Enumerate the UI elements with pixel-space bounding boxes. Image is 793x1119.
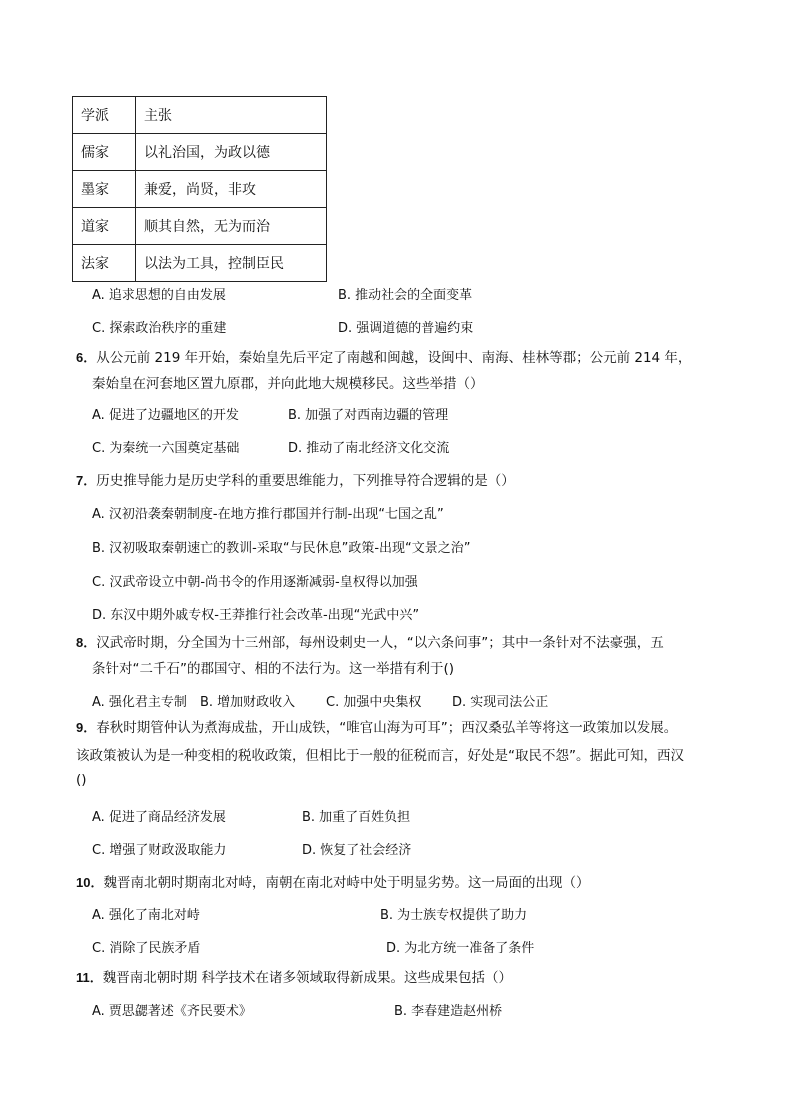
q6-number: 6． (76, 350, 97, 365)
table-cell: 墨家 (73, 171, 136, 208)
table-row (73, 171, 327, 208)
q8-option-a: A. 强化君主专制 (92, 695, 187, 710)
table-cell: 顺其自然，无为而治 (136, 208, 327, 245)
q5-option-c: C. 探索政治秩序的重建 (92, 321, 227, 336)
q6-stem-line2: 秦始皇在河套地区置九原郡，并向此地大规模移民。这些举措（） (92, 376, 484, 392)
q6-text: 从公元前 219 年开始，秦始皇先后平定了南越和闽越，设闽中、南海、桂林等郡；公元前 214 年， (96, 350, 692, 366)
q9-option-c: C. 增强了财政汲取能力 (92, 843, 227, 858)
table-row (73, 208, 327, 245)
table-cell: 儒家 (73, 134, 136, 171)
q6-option-b: B. 加强了对西南边疆的管理 (288, 408, 449, 423)
q7-text: 历史推导能力是历史学科的重要思维能力，下列推导符合逻辑的是（） (96, 473, 515, 489)
table-cell: 学派 (73, 97, 136, 134)
q9-option-a: A. 促进了商品经济发展 (92, 810, 226, 825)
q8-option-b: B. 增加财政收入 (200, 695, 296, 710)
q5-option-a: A. 追求思想的自由发展 (92, 288, 226, 303)
q10-option-c: C. 消除了民族矛盾 (92, 941, 201, 956)
q7-option-c: C. 汉武帝设立中朝-尚书令的作用逐渐减弱-皇权得以加强 (92, 575, 418, 590)
q7-number: 7． (76, 473, 97, 488)
q10-option-d: D. 为北方统一准备了条件 (386, 941, 535, 956)
q6-stem-line1 (76, 346, 691, 366)
q10-stem-line1 (76, 871, 589, 891)
table-cell: 以礼治国，为政以德 (136, 134, 327, 171)
q8-option-c: C. 加强中央集权 (326, 695, 422, 710)
table-cell: 主张 (136, 97, 327, 134)
q9-stem-line3: () (76, 772, 87, 788)
q7-option-b: B. 汉初吸取秦朝速亡的教训-采取“与民休息”政策-出现“文景之治” (92, 541, 471, 556)
q10-text: 魏晋南北朝时期南北对峙，南朝在南北对峙中处于明显劣势。这一局面的出现（） (103, 875, 590, 891)
q5-option-d: D. 强调道德的普遍约束 (338, 321, 474, 336)
q7-stem-line1 (76, 469, 515, 489)
q9-option-b: B. 加重了百姓负担 (302, 810, 411, 825)
q9-option-d: D. 恢复了社会经济 (302, 843, 412, 858)
table-row (73, 245, 327, 282)
q11-option-b: B. 李春建造赵州桥 (394, 1004, 503, 1019)
q7-option-a: A. 汉初沿袭秦朝制度-在地方推行郡国并行制-出现“七国之乱” (92, 507, 444, 522)
q8-stem-line1 (76, 631, 664, 651)
q9-stem-line1 (76, 716, 677, 736)
q9-text: 春秋时期管仲认为煮海成盐，开山成铁，“唯官山海为可耳”；西汉桑弘羊等将这一政策加以发展。 (96, 720, 678, 736)
q10-option-b: B. 为士族专权提供了助力 (380, 908, 528, 923)
q9-number: 9． (76, 720, 97, 735)
q8-number: 8． (76, 635, 97, 650)
q7-option-d: D. 东汉中期外戚专权-王莽推行社会改革-出现“光武中兴” (92, 608, 420, 623)
q5-option-b: B. 推动社会的全面变革 (338, 288, 473, 303)
q9-stem-line2: 该政策被认为是一种变相的税收政策，但相比于一般的征税而言，好处是“取民不怨”。据此可知，西汉 (76, 748, 684, 764)
table-cell: 法家 (73, 245, 136, 282)
table-row (73, 134, 327, 171)
table-header-row (73, 97, 327, 134)
q8-text: 汉武帝时期，分全国为十三州部，每州设刺史一人，“以六条问事”；其中一条针对不法豪强，五 (96, 635, 664, 651)
schools-table (72, 96, 327, 282)
q11-text: 魏晋南北朝时期 科学技术在诸多领域取得新成果。这些成果包括（） (102, 970, 513, 986)
table-cell: 道家 (73, 208, 136, 245)
q10-option-a: A. 强化了南北对峙 (92, 908, 200, 923)
q6-option-d: D. 推动了南北经济文化交流 (288, 441, 450, 456)
q11-stem-line1 (76, 966, 512, 986)
q11-number: 11． (76, 970, 103, 985)
q8-stem-line2: 条针对“二千石”的郡国守、相的不法行为。这一举措有利于() (92, 661, 455, 677)
table-cell: 兼爱，尚贤，非攻 (136, 171, 327, 208)
q10-number: 10． (76, 875, 104, 890)
q6-option-c: C. 为秦统一六国奠定基础 (92, 441, 240, 456)
table-cell: 以法为工具，控制臣民 (136, 245, 327, 282)
q11-option-a: A. 贾思勰著述《齐民要术》 (92, 1004, 252, 1019)
q8-option-d: D. 实现司法公正 (452, 695, 549, 710)
q6-option-a: A. 促进了边疆地区的开发 (92, 408, 239, 423)
